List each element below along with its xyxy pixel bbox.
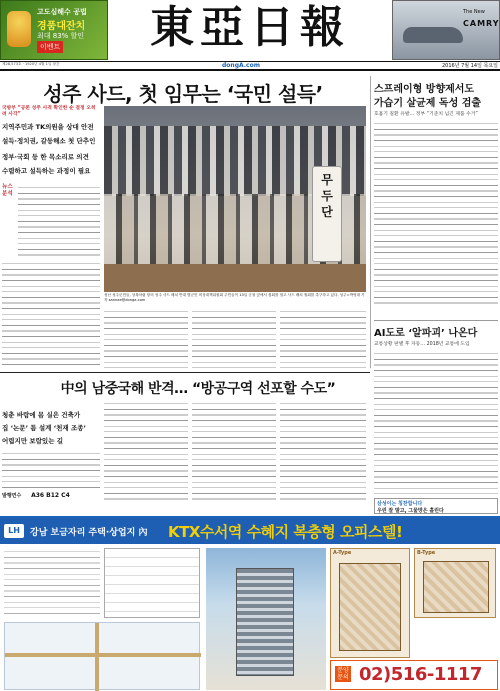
lead-kicker: 국방부 “공론 성주 사격 확인한 순 결정 오히려 사각” (2, 106, 96, 117)
masthead-bottom-rule (0, 69, 500, 71)
right-car-ad[interactable] (392, 0, 500, 60)
lead-sub-3: 정부·국회 등 한 목소리로 의견 (2, 153, 89, 161)
ad-left-text (4, 548, 100, 618)
lead-sub-1: 지역주민과 TK의원을 상대 안전 (2, 123, 94, 131)
side-headline-1[interactable]: 청춘 바람에 몸 실은 건축가 (2, 411, 81, 419)
lead-body-col2 (104, 308, 188, 368)
notice-text: 삼성이는 칭찬합니다 (377, 501, 423, 507)
map-road-2 (95, 623, 99, 691)
column-divider (370, 76, 371, 368)
car-image (403, 27, 463, 43)
floor-plan-b (414, 548, 496, 618)
right-sub-1: 호흡기 질환 유발… 정부 “기준치 넘긴 제품 수거” (374, 112, 478, 117)
ad-headline: KTX수서역 수혜지 복층형 오피스텔! (168, 523, 403, 541)
left-promo-ad[interactable] (0, 0, 108, 60)
inquiry-label: 분양문의 (335, 666, 351, 682)
promo-line2: 경품대잔치 (37, 21, 86, 32)
second-story-rule (0, 372, 370, 373)
site-url[interactable]: dongA.com (222, 62, 260, 69)
lead-body-col4 (280, 308, 366, 368)
second-headline[interactable]: 中의 남중국해 반격… “방공구역 선포할 수도” (60, 381, 336, 397)
news-analysis-label: 뉴스 분석 (2, 184, 13, 197)
ad-map (4, 622, 200, 690)
ground (104, 264, 366, 292)
newspaper-title: 東亞日報 (150, 2, 350, 53)
ad-top-line: 강남 보금자리 주택·상업지 內 (30, 528, 148, 538)
index-label: 발행면수 (2, 493, 22, 499)
side-headline-2[interactable]: 집 ‘논문’ 틈 설계 ‘천재 조종’ (2, 424, 86, 432)
page-index (2, 492, 100, 502)
right-headline-1[interactable]: 스프레이형 방향제서도 (374, 84, 475, 95)
right-headline-2[interactable]: 가습기 살균제 독성 검출 (374, 98, 482, 109)
plan-a-room (339, 563, 401, 651)
lead-sub-4: 수렴하고 설득하는 과정이 필요 (2, 167, 91, 175)
second-body-col3 (280, 400, 366, 500)
banner-text: 무 두 단 (321, 173, 333, 219)
plan-a-label: A-Type (333, 550, 352, 556)
map-road (5, 653, 201, 657)
plan-b-label: B-Type (417, 550, 436, 556)
lead-photo[interactable] (104, 106, 366, 292)
second-body-col2 (192, 400, 276, 500)
right-body-1 (374, 120, 498, 306)
promo-jar-image (7, 11, 31, 47)
notice-box[interactable] (374, 498, 498, 514)
right-sub-3: 교통상황 판별 후 자동… 2018년 교통에 도입 (374, 342, 470, 347)
side-headline-3[interactable]: 어렵지만 보람있는 길 (2, 437, 64, 445)
lead-body-col1b (2, 260, 100, 368)
right-headline-3[interactable]: AI도로 ‘알파괴’ 나온다 (374, 328, 478, 339)
floor-plan-a (330, 548, 410, 658)
right-rule (374, 320, 498, 321)
lead-body-col1 (18, 184, 100, 258)
side-body (2, 450, 100, 490)
car-caption: The New (463, 9, 485, 15)
promo-line1: 고도심해수 공법 (37, 8, 87, 16)
ad-building-render (206, 548, 326, 690)
lead-headline[interactable]: 성주 사드, 첫 임무는 ‘국민 설득’ (43, 82, 323, 106)
issue-date: 2016년 7월 14일 목요일 (441, 63, 498, 69)
car-brand: CAMRY (463, 19, 500, 28)
bottom-ad[interactable] (0, 516, 500, 691)
ad-table (104, 548, 200, 618)
notice-sub: 우린 잘 말고, 그물망은 흘린다 (377, 508, 444, 514)
promo-line3: 최대 83% 할인 (37, 32, 85, 40)
building-tower (236, 568, 294, 676)
sales-inquiry-box[interactable] (330, 660, 498, 690)
index-values: A36 B12 C4 (31, 492, 70, 499)
inquiry-phone[interactable]: 02)516-1117 (359, 664, 482, 685)
lead-photo-caption: 성난 성주군민들, 상복차림 항의 성주 사드 배치 반대 범군민 비상대책위원회 주민들이 13일 군청 앞에서 집회를 열고 사드 배치 철회를 촉구하고 있다. 성주=박영대 기자 sannae@donga.com (104, 293, 365, 302)
right-body-3 (374, 350, 498, 498)
lead-sub-2: 설득·정치권, 갈등해소 첫 단추인 (2, 137, 96, 145)
masthead (0, 0, 500, 68)
plan-b-room (423, 561, 489, 613)
lead-body-col3 (192, 308, 276, 368)
lh-badge: LH (4, 524, 24, 538)
promo-line4: 이벤트 (37, 41, 63, 53)
edition-line: 제28,573호 · 1920년 4월 1일 창간 (2, 62, 60, 66)
second-body-col1 (104, 400, 188, 500)
ad-banner (0, 518, 500, 544)
